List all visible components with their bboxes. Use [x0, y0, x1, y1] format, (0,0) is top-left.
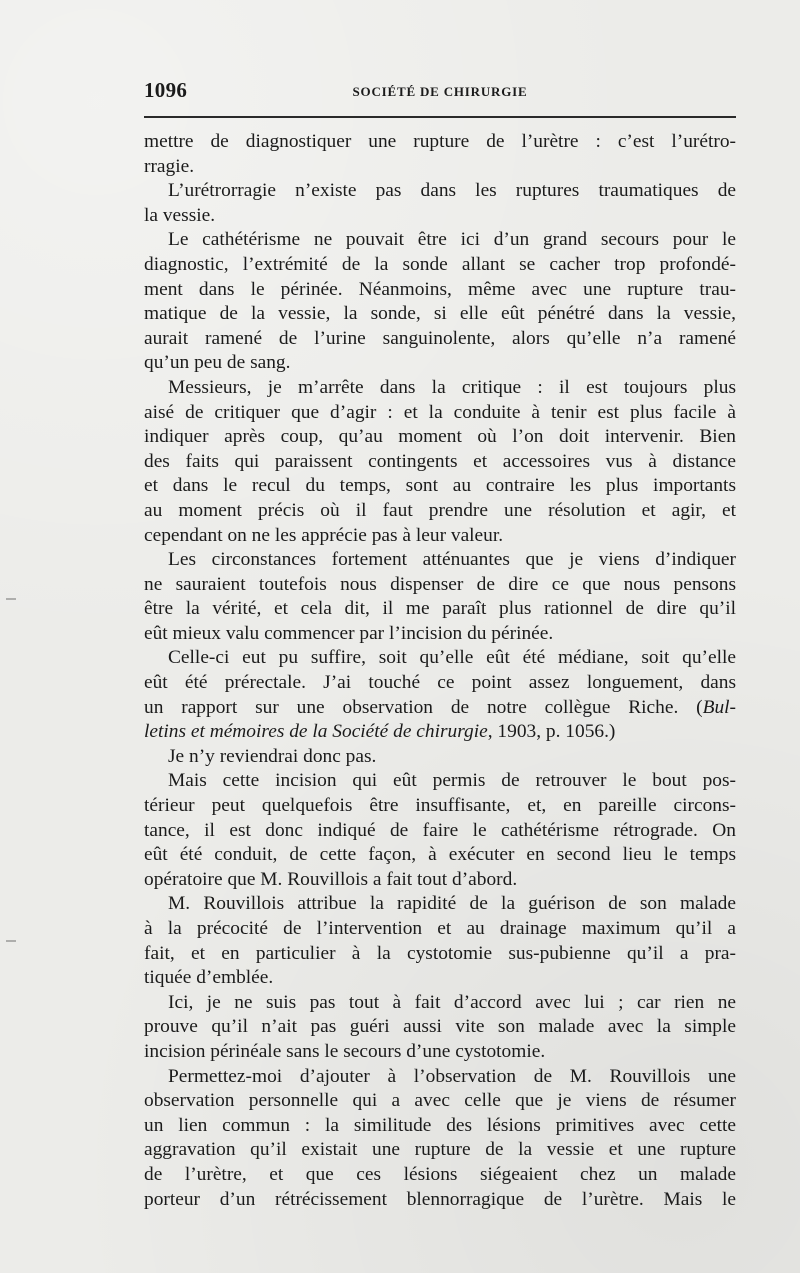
text-line: eût mieux valu commencer par l’incision du périnée. — [144, 622, 554, 644]
text-line: Ici, je ne suis pas tout à fait d’accord avec lui ; car rien ne — [168, 991, 736, 1013]
text-line: prouve qu’il n’ait pas guéri aussi vite son malade avec la simple — [144, 1016, 736, 1038]
text-line: opératoire que M. Rouvillois a fait tout d’abord. — [144, 868, 518, 890]
text-line: qu’un peu de sang. — [144, 352, 291, 374]
text-line: Je n’y reviendrai donc pas. — [168, 745, 377, 767]
text-line: aurait ramené de l’urine sanguinolente, alors qu’elle n’a ramené — [144, 327, 736, 349]
text-line: ment dans le périnée. Néanmoins, même avec une rupture trau- — [144, 278, 736, 300]
text-line: mettre de diagnostiquer une rupture de l’urètre : c’est l’urétro- — [144, 131, 736, 152]
text-line: aggravation qu’il existait une rupture de la vessie et une rupture — [144, 1139, 736, 1161]
text-line: des faits qui paraissent contingents et accessoires vus à distance — [144, 450, 736, 472]
text-line: la vessie. — [144, 204, 216, 226]
text-line: aisé de critiquer que d’agir : et la conduite à tenir est plus facile à — [144, 401, 736, 423]
page-number: 1096 — [144, 78, 188, 102]
text-line: et dans le recul du temps, sont au contraire les plus importants — [144, 475, 736, 497]
text-line: térieur peut quelquefois être insuffisante, et, en pareille circons- — [144, 795, 736, 817]
text-line: au moment précis où il faut prendre une résolution et agir, et — [144, 499, 736, 521]
citation-details: , 1903, p. 1056.) — [487, 721, 616, 743]
text-line: tiquée d’emblée. — [144, 967, 274, 989]
text-line: M. Rouvillois attribue la rapidité de la guérison de son malade — [168, 893, 736, 915]
text-line: porteur d’un rétrécissement blennorragique de l’urètre. Mais le — [144, 1188, 736, 1210]
text-line: tance, il est donc indiqué de faire le cathétérisme rétrograde. On — [144, 819, 736, 841]
text-line: cependant on ne les apprécie pas à leur valeur. — [144, 524, 504, 546]
text-line: fait, et en particulier à la cystotomie sus-pubienne qu’il a pra- — [144, 942, 736, 964]
text-line: Messieurs, je m’arrête dans la critique : il est toujours plus — [168, 376, 736, 398]
text-line: ne sauraient toutefois nous dispenser de dire ce que nous pensons — [144, 573, 736, 595]
text-line: Le cathétérisme ne pouvait être ici d’un grand secours pour le — [168, 229, 736, 251]
body-text — [144, 130, 736, 1212]
text-line: à la précocité de l’intervention et au drainage maximum qu’il a — [144, 918, 736, 939]
scan-edge-mark — [6, 598, 16, 600]
text-line: observation personnelle qui a avec celle que je viens de résumer — [144, 1090, 736, 1112]
text-line: être la vérité, et cela dit, il me paraît plus rationnel de dire qu’il — [144, 598, 736, 620]
text-run: un rapport sur une observation de notre collègue Riche. ( — [144, 696, 703, 718]
text-line: Permettez-moi d’ajouter à l’observation de M. Rouvillois une — [168, 1065, 736, 1087]
text-line — [144, 720, 736, 745]
text-line: rragie. — [144, 155, 195, 177]
text-line: Les circonstances fortement atténuantes que je viens d’indiquer — [168, 549, 736, 571]
scan-edge-mark — [6, 940, 16, 942]
text-line: indiquer après coup, qu’au moment où l’on doit intervenir. Bien — [144, 426, 736, 448]
text-line: incision périnéale sans le secours d’une cystotomie. — [144, 1040, 546, 1062]
text-line: Mais cette incision qui eût permis de retrouver le bout pos- — [168, 770, 736, 792]
page-header — [144, 78, 736, 102]
header-rule — [144, 116, 736, 118]
text-line: eût été prérectale. J’ai touché ce point assez longuement, dans — [144, 672, 736, 694]
text-line: L’urétrorragie n’existe pas dans les ruptures traumatiques de — [168, 180, 736, 202]
text-line: matique de la vessie, la sonde, si elle eût pénétré dans la vessie, — [144, 303, 736, 325]
text-line: de l’urètre, et que ces lésions siégeaient chez un malade — [144, 1163, 736, 1185]
text-line: diagnostic, l’extrémité de la sonde allant se cacher trop profondé- — [144, 253, 736, 275]
text-line: Celle-ci eut pu suffire, soit qu’elle eût été médiane, soit qu’elle — [168, 647, 736, 669]
citation-title: letins et mémoires de la Société de chirurgie — [144, 721, 488, 743]
text-line: eût été conduit, de cette façon, à exécuter en second lieu le temps — [144, 844, 736, 866]
text-line: un lien commun : la similitude des lésions primitives avec cette — [144, 1114, 736, 1136]
citation-title-start: Bul- — [702, 696, 736, 718]
running-title: SOCIÉTÉ DE CHIRURGIE — [352, 84, 528, 99]
text-line — [144, 696, 736, 721]
